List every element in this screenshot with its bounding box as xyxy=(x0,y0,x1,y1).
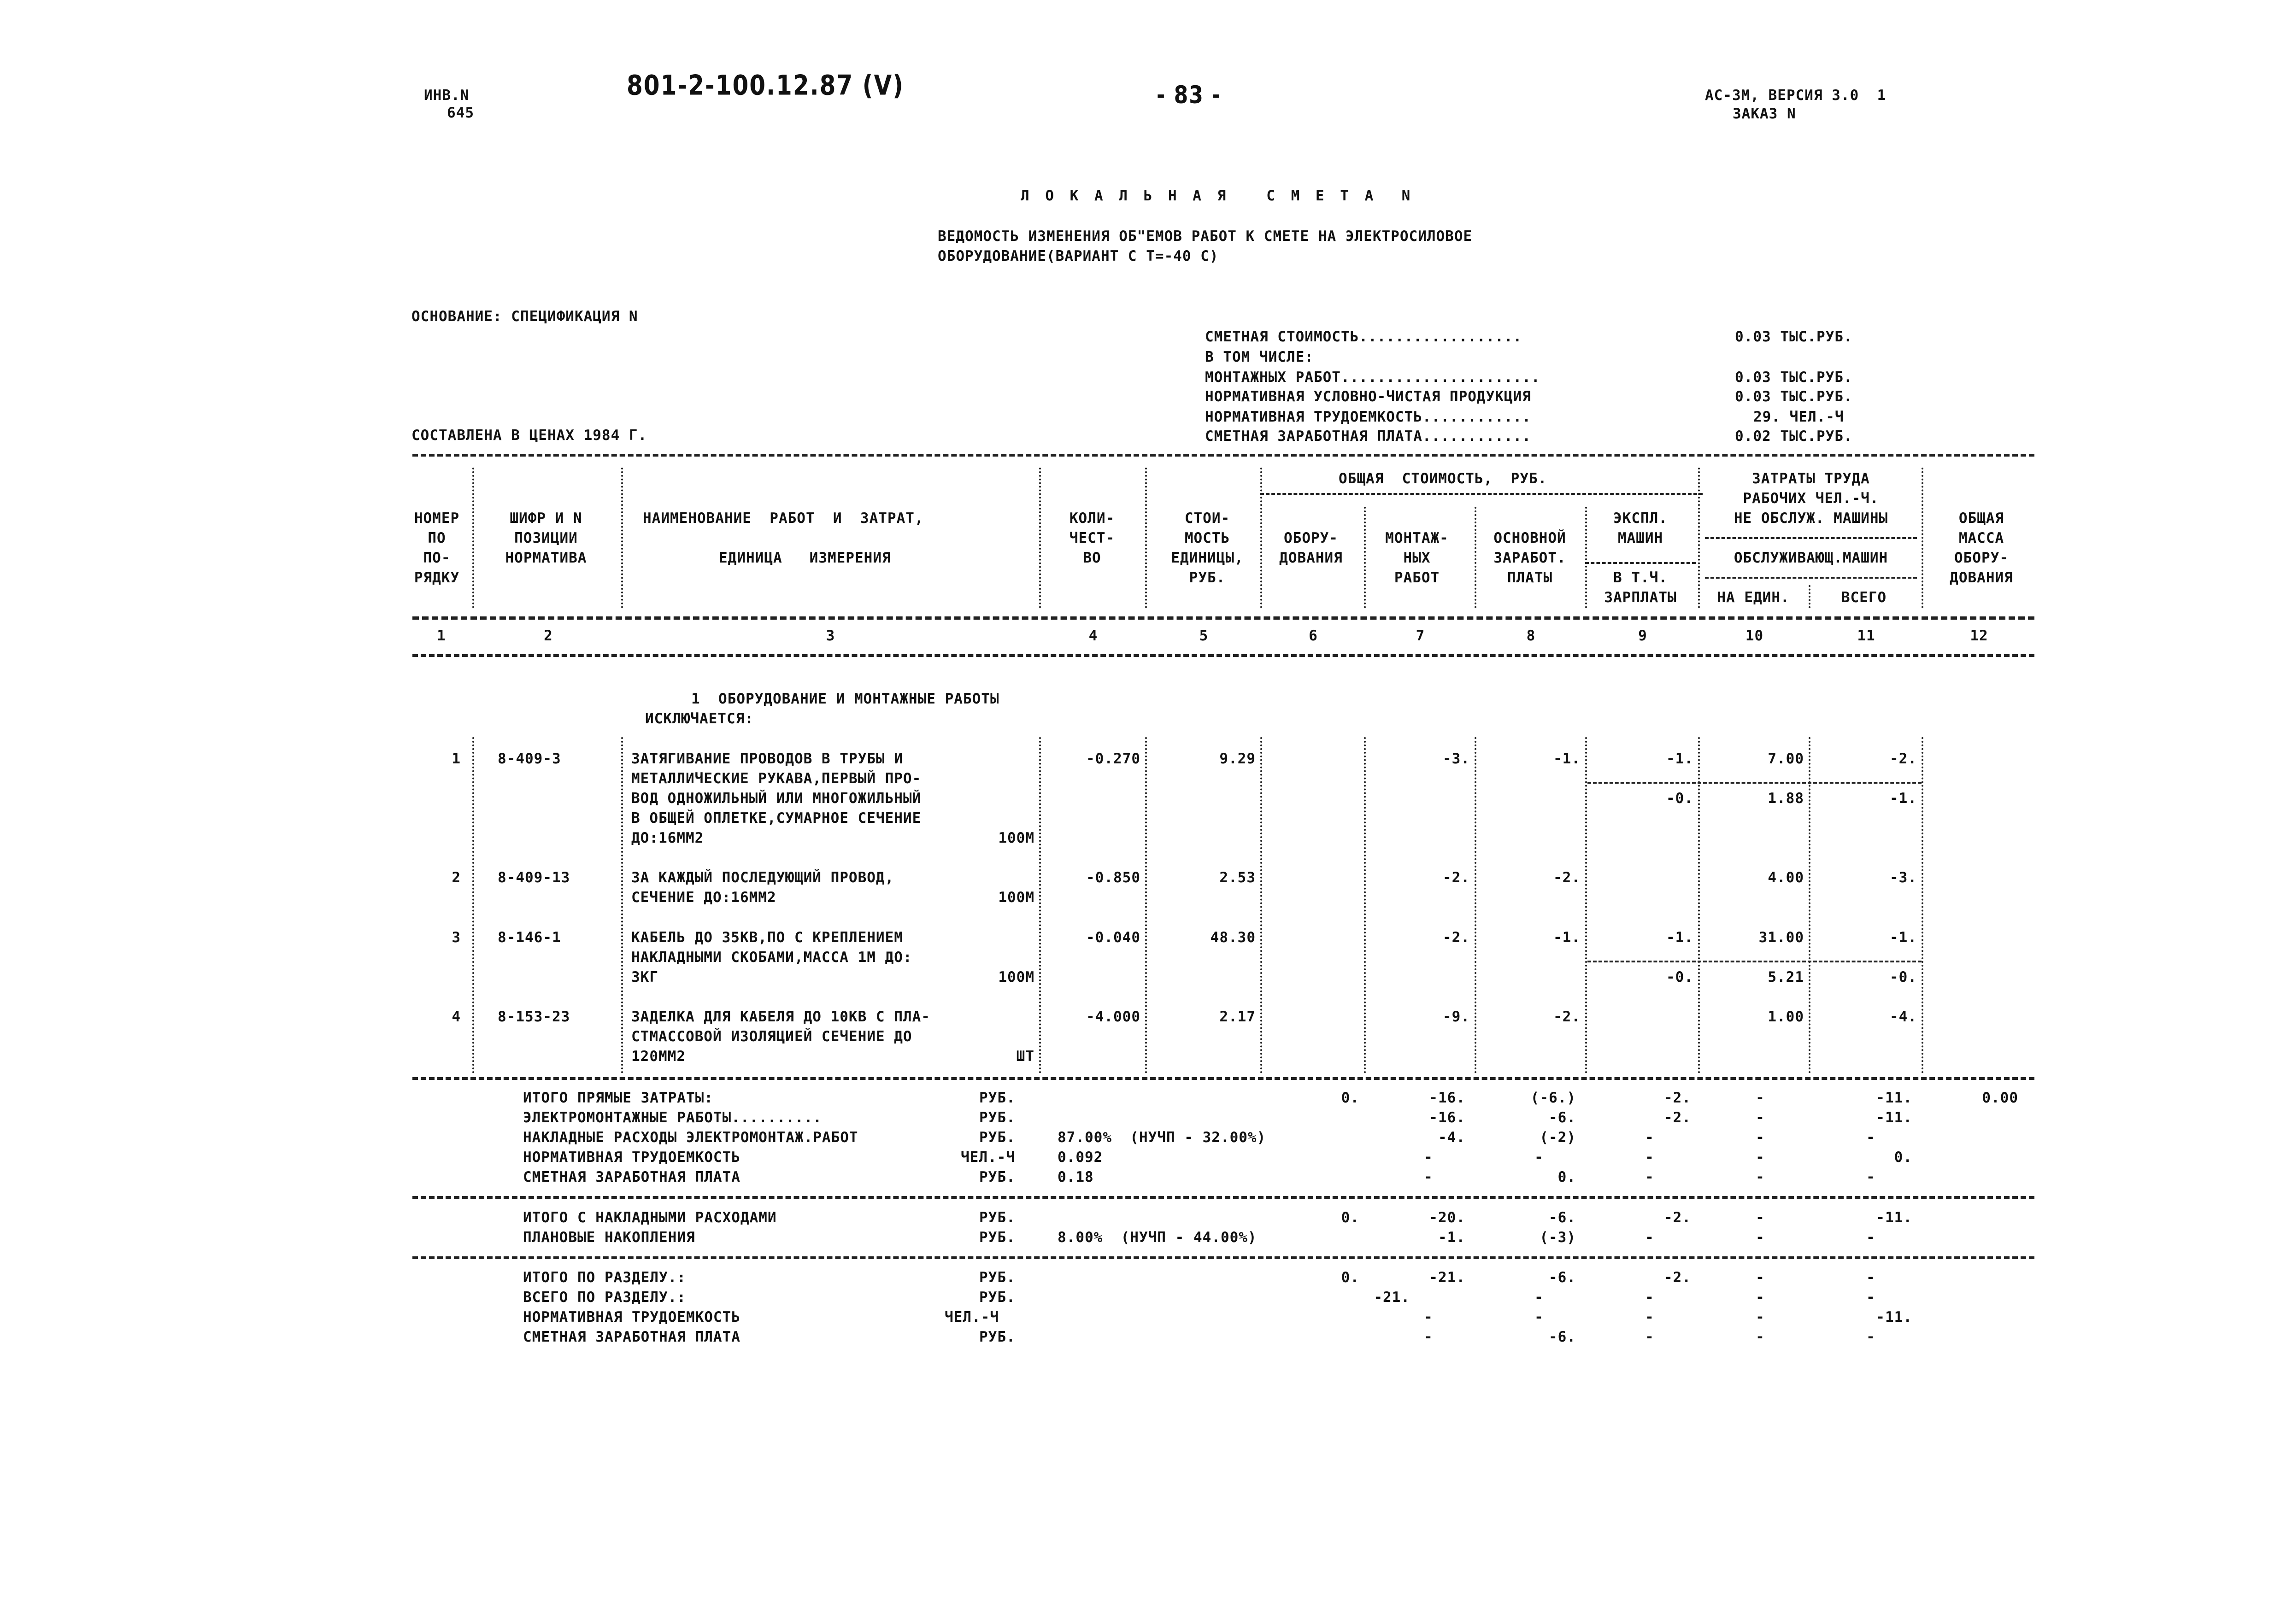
column-number: 8 xyxy=(1526,627,1536,644)
quantity: -0.040 xyxy=(1086,929,1140,946)
col2-header-line: ПОЗИЦИИ xyxy=(514,530,578,546)
col9-header-line: ЭКСПЛ. xyxy=(1613,510,1668,527)
labor-per-unit: 4.00 xyxy=(1768,869,1804,886)
total-mounting: -21. xyxy=(1429,1269,1465,1286)
column-separator xyxy=(1145,468,1147,608)
column-number: 11 xyxy=(1857,627,1875,644)
total-mounting: -1. xyxy=(1438,1229,1465,1246)
column-separator xyxy=(1809,585,1810,608)
col12-header-line: ОБЩАЯ xyxy=(1958,510,2004,527)
total-wage: -6. xyxy=(1549,1109,1576,1126)
col4-header-line: КОЛИ- xyxy=(1069,510,1115,527)
total-equipment: 0. xyxy=(1341,1269,1359,1286)
order-number: ЗАКАЗ N xyxy=(1733,106,1796,122)
column-number: 4 xyxy=(1088,627,1098,644)
col5-header-line: РУБ. xyxy=(1189,569,1226,586)
mounting-cost: -2. xyxy=(1443,869,1470,886)
col12-header-line: ОБОРУ- xyxy=(1954,550,2009,566)
unit-price: 2.53 xyxy=(1219,869,1256,886)
total-machines: -2. xyxy=(1664,1269,1691,1286)
col1-header-line: ПО xyxy=(428,530,446,546)
total-mounting: - xyxy=(1424,1149,1433,1166)
column-separator xyxy=(1364,507,1366,608)
total-mounting: - xyxy=(1424,1309,1433,1325)
total-label: СМЕТНАЯ ЗАРАБОТНАЯ ПЛАТА xyxy=(523,1329,740,1345)
total-mounting: -20. xyxy=(1429,1209,1465,1226)
base-wage: -2. xyxy=(1553,869,1581,886)
total-extra: 87.00% (НУЧП - 32.00%) xyxy=(1058,1129,1266,1146)
summary-value: 0.03 ТЫС.РУБ. xyxy=(1735,369,1853,386)
col8-header-line: ОСНОВНОЙ xyxy=(1493,530,1566,546)
column-numbers-rule xyxy=(412,654,2034,657)
total-machines: -2. xyxy=(1664,1209,1691,1226)
machine-wage: -0. xyxy=(1666,969,1693,985)
work-name-line: СТМАССОВОЙ ИЗОЛЯЦИЕЙ СЕЧЕНИЕ ДО xyxy=(631,1028,912,1045)
labor-total: -3. xyxy=(1890,869,1917,886)
column-separator xyxy=(1364,737,1366,1073)
col5-header-line: МОСТЬ xyxy=(1184,530,1230,546)
column-separator xyxy=(1260,737,1262,1073)
document-subtitle-line2: ОБОРУДОВАНИЕ(ВАРИАНТ С Т=-40 С) xyxy=(938,248,1219,264)
summary-value: 0.03 ТЫС.РУБ. xyxy=(1735,388,1853,405)
total-wage: -6. xyxy=(1549,1269,1576,1286)
total-wage: - xyxy=(1534,1309,1544,1325)
total-labor-all: -11. xyxy=(1876,1090,1912,1106)
total-labor: - xyxy=(1756,1129,1765,1146)
total-wage: -6. xyxy=(1549,1209,1576,1226)
work-name-line: ВОД ОДНОЖИЛЬНЫЙ ИЛИ МНОГОЖИЛЬНЫЙ xyxy=(631,790,922,807)
unit-price: 9.29 xyxy=(1219,750,1256,767)
col9-header-line: ЗАРПЛАТЫ xyxy=(1604,589,1677,606)
row-number: 4 xyxy=(452,1008,461,1025)
summary-label: В ТОМ ЧИСЛЕ: xyxy=(1205,349,1314,365)
row-number: 1 xyxy=(452,750,461,767)
col12-header-line: ДОВАНИЯ xyxy=(1950,569,2013,586)
col1-header-line: РЯДКУ xyxy=(414,569,460,586)
total-unit: ЧЕЛ.-Ч xyxy=(945,1309,999,1325)
unit: 100М xyxy=(998,889,1034,906)
total-label: ИТОГО С НАКЛАДНЫМИ РАСХОДАМИ xyxy=(523,1209,777,1226)
col9-header-line: В Т.Ч. xyxy=(1613,569,1668,586)
col1-header-line: НОМЕР xyxy=(414,510,460,527)
labor-per-unit: 7.00 xyxy=(1768,750,1804,767)
unit: 100М xyxy=(998,969,1034,985)
unit-price: 2.17 xyxy=(1219,1008,1256,1025)
norm-code: 8-409-3 xyxy=(498,750,561,767)
total-labor-all: -11. xyxy=(1876,1209,1912,1226)
total-wage: (-2) xyxy=(1540,1129,1576,1146)
document-code: 801-2-100.12.87 (V) xyxy=(627,69,904,101)
total-equipment: -21. xyxy=(1374,1289,1410,1306)
column-separator xyxy=(1585,507,1587,608)
total-labor-all: - xyxy=(1866,1169,1875,1185)
col4-header-line: ВО xyxy=(1083,550,1101,566)
total-mounting: - xyxy=(1424,1169,1433,1185)
row-divider xyxy=(1587,961,1922,962)
total-labor: - xyxy=(1756,1309,1765,1325)
labor-per-unit: 1.00 xyxy=(1768,1008,1804,1025)
summary-value: 0.03 ТЫС.РУБ. xyxy=(1735,328,1853,345)
mounting-cost: -9. xyxy=(1443,1008,1470,1025)
header-divider xyxy=(1705,577,1917,579)
col6-header-line: ОБОРУ- xyxy=(1284,530,1338,546)
summary-label: НОРМАТИВНАЯ ТРУДОЕМКОСТЬ............ xyxy=(1205,409,1531,425)
total-labor: - xyxy=(1756,1090,1765,1106)
total-unit: РУБ. xyxy=(979,1269,1016,1286)
column-number: 6 xyxy=(1309,627,1318,644)
total-mounting: -16. xyxy=(1429,1090,1465,1106)
col5-header-line: СТОИ- xyxy=(1184,510,1230,527)
total-wage: 0. xyxy=(1557,1169,1576,1185)
col7-header-line: НЫХ xyxy=(1403,550,1431,566)
labor-group-header-line: РАБОЧИХ ЧЕЛ.-Ч. xyxy=(1743,490,1879,507)
quantity: -0.270 xyxy=(1086,750,1140,767)
labor-total: -4. xyxy=(1890,1008,1917,1025)
total-equipment: 0. xyxy=(1341,1209,1359,1226)
col11-header: ВСЕГО xyxy=(1841,589,1887,606)
summary-label: СМЕТНАЯ ЗАРАБОТНАЯ ПЛАТА............ xyxy=(1205,428,1531,445)
column-number: 12 xyxy=(1970,627,1988,644)
total-label: ВСЕГО ПО РАЗДЕЛУ.: xyxy=(523,1289,686,1306)
total-labor: - xyxy=(1756,1269,1765,1286)
header-divider xyxy=(1585,562,1696,564)
column-separator xyxy=(621,468,623,608)
total-unit: РУБ. xyxy=(979,1289,1016,1306)
labor-total: -1. xyxy=(1890,929,1917,946)
column-separator xyxy=(1698,737,1700,1073)
column-separator xyxy=(1922,468,1923,608)
total-unit: РУБ. xyxy=(979,1090,1016,1106)
total-machines: - xyxy=(1645,1309,1654,1325)
mounting-cost: -2. xyxy=(1443,929,1470,946)
labor-per-unit-machines: 1.88 xyxy=(1768,790,1804,807)
total-label: НАКЛАДНЫЕ РАСХОДЫ ЭЛЕКТРОМОНТАЖ.РАБОТ xyxy=(523,1129,858,1146)
total-wage: (-3) xyxy=(1540,1229,1576,1246)
total-labor: - xyxy=(1756,1149,1765,1166)
document-title: Л О К А Л Ь Н А Я С М Е Т А N xyxy=(1021,188,1414,204)
page-number: - 83 - xyxy=(1157,81,1222,109)
work-name-line: ЗА КАЖДЫЙ ПОСЛЕДУЮЩИЙ ПРОВОД, xyxy=(631,869,894,886)
totals-rule xyxy=(412,1196,2034,1199)
total-unit: РУБ. xyxy=(979,1209,1016,1226)
machine-cost: -1. xyxy=(1666,750,1693,767)
summary-label: МОНТАЖНЫХ РАБОТ...................... xyxy=(1205,369,1540,386)
unit: 100М xyxy=(998,830,1034,846)
total-label: СМЕТНАЯ ЗАРАБОТНАЯ ПЛАТА xyxy=(523,1169,740,1185)
column-number: 3 xyxy=(826,627,835,644)
labor-group-header-line: ЗАТРАТЫ ТРУДА xyxy=(1752,470,1870,487)
base-wage: -1. xyxy=(1553,750,1581,767)
total-labor: - xyxy=(1756,1109,1765,1126)
total-labor-all: 0. xyxy=(1894,1149,1912,1166)
labor-total-machines: -0. xyxy=(1890,969,1917,985)
column-separator xyxy=(1475,737,1476,1073)
total-machines: - xyxy=(1645,1329,1654,1345)
base-wage: -2. xyxy=(1553,1008,1581,1025)
col2-header-line: ШИФР И N xyxy=(510,510,582,527)
unit: ШТ xyxy=(1016,1048,1034,1065)
labor-subheader: НЕ ОБСЛУЖ. МАШИНЫ xyxy=(1734,510,1888,527)
column-separator xyxy=(621,737,623,1073)
column-number: 5 xyxy=(1199,627,1209,644)
basis: ОСНОВАНИЕ: СПЕЦИФИКАЦИЯ N xyxy=(411,308,638,325)
total-cost-group-header: ОБЩАЯ СТОИМОСТЬ, РУБ. xyxy=(1339,470,1547,487)
column-number: 1 xyxy=(437,627,446,644)
total-machines: - xyxy=(1645,1149,1654,1166)
section-title: 1 ОБОРУДОВАНИЕ И МОНТАЖНЫЕ РАБОТЫ xyxy=(691,691,999,707)
quantity: -0.850 xyxy=(1086,869,1140,886)
labor-subheader: ОБСЛУЖИВАЮЩ.МАШИН xyxy=(1734,550,1888,566)
col7-header-line: МОНТАЖ- xyxy=(1385,530,1449,546)
column-number: 7 xyxy=(1416,627,1425,644)
total-labor-all: -11. xyxy=(1876,1109,1912,1126)
col8-header-line: ПЛАТЫ xyxy=(1507,569,1553,586)
total-labor-all: -11. xyxy=(1876,1309,1912,1325)
labor-per-unit: 31.00 xyxy=(1758,929,1804,946)
col7-header-line: РАБОТ xyxy=(1394,569,1440,586)
quantity: -4.000 xyxy=(1086,1008,1140,1025)
total-machines: -2. xyxy=(1664,1090,1691,1106)
total-label: ИТОГО ПРЯМЫЕ ЗАТРАТЫ: xyxy=(523,1090,713,1106)
total-unit: РУБ. xyxy=(979,1169,1016,1185)
column-number: 10 xyxy=(1745,627,1764,644)
column-separator xyxy=(1260,468,1262,608)
total-mounting: - xyxy=(1424,1329,1433,1345)
total-label: НОРМАТИВНАЯ ТРУДОЕМКОСТЬ xyxy=(523,1149,740,1166)
col10-header: НА ЕДИН. xyxy=(1717,589,1790,606)
total-wage: - xyxy=(1534,1149,1544,1166)
total-labor: - xyxy=(1756,1229,1765,1246)
col3-header-line: ЕДИНИЦА ИЗМЕРЕНИЯ xyxy=(719,550,891,566)
column-separator xyxy=(1475,507,1476,608)
total-labor-all: - xyxy=(1866,1269,1875,1286)
row-number: 2 xyxy=(452,869,461,886)
total-labor: - xyxy=(1756,1289,1765,1306)
mounting-cost: -3. xyxy=(1443,750,1470,767)
program-version: АС-3М, ВЕРСИЯ 3.0 1 xyxy=(1705,87,1886,104)
column-separator xyxy=(1039,468,1041,608)
col8-header-line: ЗАРАБОТ. xyxy=(1493,550,1566,566)
column-separator xyxy=(472,737,474,1073)
total-unit: РУБ. xyxy=(979,1229,1016,1246)
work-name-line: ЗАДЕЛКА ДЛЯ КАБЕЛЯ ДО 10КВ С ПЛА- xyxy=(631,1008,930,1025)
inventory-label: ИНВ.N xyxy=(424,87,470,104)
total-labor-all: - xyxy=(1866,1229,1875,1246)
col1-header-line: ПО- xyxy=(423,550,451,566)
work-name-line: СЕЧЕНИЕ ДО:16ММ2 xyxy=(631,889,776,906)
total-label: НОРМАТИВНАЯ ТРУДОЕМКОСТЬ xyxy=(523,1309,740,1325)
total-labor: - xyxy=(1756,1209,1765,1226)
summary-label: НОРМАТИВНАЯ УСЛОВНО-ЧИСТАЯ ПРОДУКЦИЯ xyxy=(1205,388,1531,405)
totals-rule xyxy=(412,1256,2034,1259)
machine-cost: -1. xyxy=(1666,929,1693,946)
work-name-line: ЗАТЯГИВАНИЕ ПРОВОДОВ В ТРУБЫ И xyxy=(631,750,903,767)
total-unit: РУБ. xyxy=(979,1129,1016,1146)
work-name-line: В ОБЩЕЙ ОПЛЕТКЕ,СУМАРНОЕ СЕЧЕНИЕ xyxy=(631,810,922,827)
total-label: ПЛАНОВЫЕ НАКОПЛЕНИЯ xyxy=(523,1229,695,1246)
section-subtitle: ИСКЛЮЧАЕТСЯ: xyxy=(645,710,754,727)
total-machines: - xyxy=(1645,1169,1654,1185)
total-labor-all: - xyxy=(1866,1329,1875,1345)
total-labor: - xyxy=(1756,1329,1765,1345)
column-separator xyxy=(1145,737,1147,1073)
total-machines: - xyxy=(1645,1229,1654,1246)
column-separator xyxy=(1698,468,1700,608)
labor-per-unit-machines: 5.21 xyxy=(1768,969,1804,985)
summary-value: 29. ЧЕЛ.-Ч xyxy=(1753,409,1844,425)
total-labor-all: - xyxy=(1866,1289,1875,1306)
total-label: ИТОГО ПО РАЗДЕЛУ.: xyxy=(523,1269,686,1286)
col5-header-line: ЕДИНИЦЫ, xyxy=(1171,550,1244,566)
price-level: СОСТАВЛЕНА В ЦЕНАХ 1984 Г. xyxy=(411,427,647,444)
total-extra: 0.18 xyxy=(1058,1169,1094,1185)
column-separator xyxy=(1809,737,1810,1073)
total-wage: - xyxy=(1534,1289,1544,1306)
work-name-line: НАКЛАДНЫМИ СКОБАМИ,МАССА 1М ДО: xyxy=(631,949,912,966)
total-machines: -2. xyxy=(1664,1109,1691,1126)
total-unit: РУБ. xyxy=(979,1329,1016,1345)
total-machines: - xyxy=(1645,1129,1654,1146)
header-rule xyxy=(412,616,2034,620)
total-label: ЭЛЕКТРОМОНТАЖНЫЕ РАБОТЫ.......... xyxy=(523,1109,822,1126)
document-subtitle-line1: ВЕДОМОСТЬ ИЗМЕНЕНИЯ ОБ"ЕМОВ РАБОТ К СМЕТЕ НА ЭЛЕКТРОСИЛОВОЕ xyxy=(938,228,1473,245)
norm-code: 8-409-13 xyxy=(498,869,570,886)
total-machines: - xyxy=(1645,1289,1654,1306)
col2-header-line: НОРМАТИВА xyxy=(505,550,587,566)
column-separator xyxy=(472,468,474,608)
inventory-number: 645 xyxy=(447,105,474,121)
rows-end-rule xyxy=(412,1077,2034,1080)
col4-header-line: ЧЕСТ- xyxy=(1069,530,1115,546)
total-extra: 0.092 xyxy=(1058,1149,1103,1166)
total-wage: -6. xyxy=(1549,1329,1576,1345)
summary-label: СМЕТНАЯ СТОИМОСТЬ.................. xyxy=(1205,328,1522,345)
work-name-line: КАБЕЛЬ ДО 35КВ,ПО С КРЕПЛЕНИЕМ xyxy=(631,929,903,946)
header-divider xyxy=(1705,537,1917,539)
norm-code: 8-146-1 xyxy=(498,929,561,946)
work-name-line: МЕТАЛЛИЧЕСКИЕ РУКАВА,ПЕРВЫЙ ПРО- xyxy=(631,770,922,787)
total-labor: - xyxy=(1756,1169,1765,1185)
col12-header-line: МАССА xyxy=(1958,530,2004,546)
labor-total: -2. xyxy=(1890,750,1917,767)
column-separator xyxy=(1922,737,1923,1073)
column-separator xyxy=(1585,737,1587,1073)
total-mounting: -16. xyxy=(1429,1109,1465,1126)
column-number: 9 xyxy=(1638,627,1647,644)
table-top-rule xyxy=(412,454,2034,457)
header-divider xyxy=(1260,493,1703,495)
unit-price: 48.30 xyxy=(1210,929,1256,946)
machine-wage: -0. xyxy=(1666,790,1693,807)
work-name-line: ДО:16ММ2 xyxy=(631,830,704,846)
total-equipment: 0. xyxy=(1341,1090,1359,1106)
base-wage: -1. xyxy=(1553,929,1581,946)
row-divider xyxy=(1587,782,1922,784)
col3-header-line: НАИМЕНОВАНИЕ РАБОТ И ЗАТРАТ, xyxy=(643,510,924,527)
work-name-line: 3КГ xyxy=(631,969,658,985)
work-name-line: 120ММ2 xyxy=(631,1048,686,1065)
total-extra: 8.00% (НУЧП - 44.00%) xyxy=(1058,1229,1257,1246)
col6-header-line: ДОВАНИЯ xyxy=(1279,550,1343,566)
total-mass: 0.00 xyxy=(1982,1090,2018,1106)
norm-code: 8-153-23 xyxy=(498,1008,570,1025)
labor-total-machines: -1. xyxy=(1890,790,1917,807)
col9-header-line: МАШИН xyxy=(1617,530,1663,546)
total-mounting: -4. xyxy=(1438,1129,1465,1146)
total-wage: (-6.) xyxy=(1530,1090,1576,1106)
summary-value: 0.02 ТЫС.РУБ. xyxy=(1735,428,1853,445)
total-labor-all: - xyxy=(1866,1129,1875,1146)
column-number: 2 xyxy=(544,627,553,644)
total-unit: ЧЕЛ.-Ч xyxy=(961,1149,1015,1166)
total-unit: РУБ. xyxy=(979,1109,1016,1126)
row-number: 3 xyxy=(452,929,461,946)
column-separator xyxy=(1039,737,1041,1073)
